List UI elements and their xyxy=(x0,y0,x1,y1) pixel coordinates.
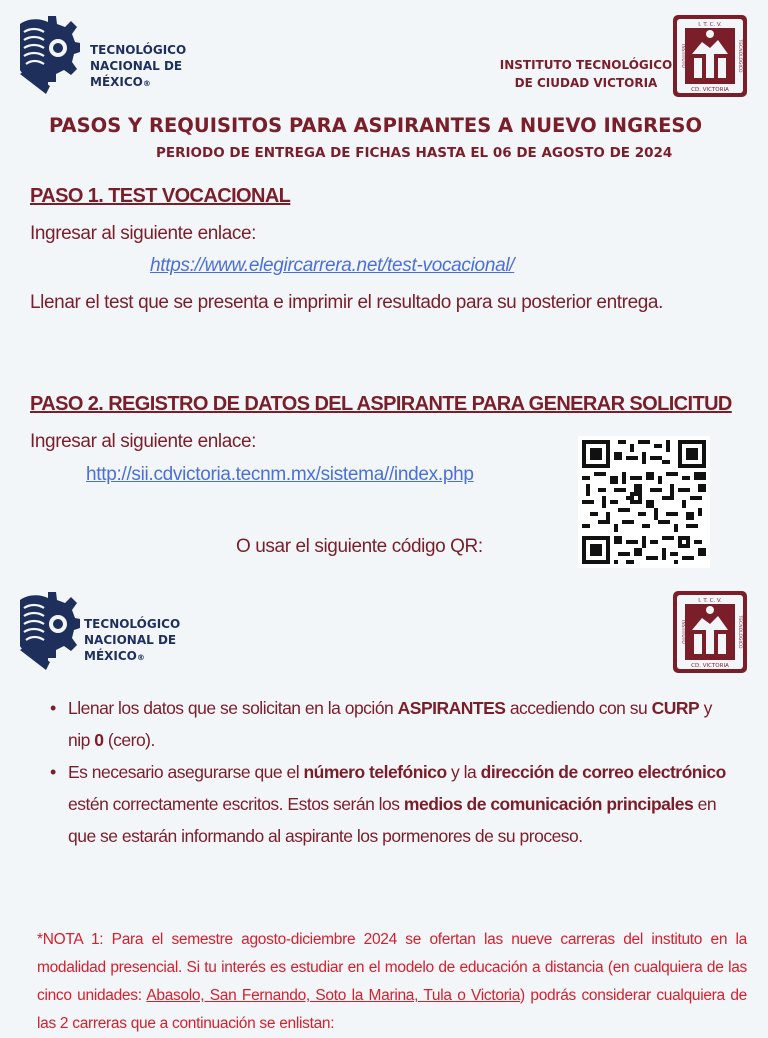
note-1 xyxy=(37,926,747,1038)
qr-code-icon xyxy=(578,436,710,568)
tecnm-registered: ® xyxy=(142,79,151,88)
note-text: *NOTA 1: Para el semestre agosto-diciembre 2024 se ofertan las nueve carreras del instituto en la modalidad presencial. Si tu interés es estudiar en el modelo de educación a distancia (en cualquiera de las cinco unidades: xyxy=(37,931,747,1004)
itcv-line2: DE CIUDAD VICTORIA xyxy=(514,76,658,90)
tecnm-gear-emblem-icon xyxy=(16,14,80,100)
step2-link[interactable]: http://sii.cdvictoria.tecnm.mx/sistema//index.php xyxy=(86,464,474,485)
step1-heading: PASO 1. TEST VOCACIONAL xyxy=(30,185,291,207)
text: estén correctamente escritos. Estos serán los xyxy=(68,794,404,814)
text: Llenar los datos que se solicitan en la opción xyxy=(68,698,398,718)
requirements-list xyxy=(50,692,738,852)
step2-heading: PASO 2. REGISTRO DE DATOS DEL ASPIRANTE PARA GENERAR SOLICITUD xyxy=(30,393,732,415)
itcv-seal-2 xyxy=(672,590,748,674)
tecnm-logo xyxy=(16,14,226,102)
text: en que se estarán informando al aspirante los pormenores de su proceso. xyxy=(68,794,717,846)
qr-code[interactable] xyxy=(578,436,710,568)
seal-top-text: I. T. C. V. xyxy=(698,22,722,28)
text: y la xyxy=(446,762,481,782)
bold-text: número telefónico xyxy=(303,762,447,782)
seal-right-text: TECNOLÓGICO xyxy=(737,39,742,73)
tecnm-line2: NACIONAL DE MÉXICO xyxy=(90,59,183,89)
tecnm-logo-2 xyxy=(16,590,226,678)
bold-text: CURP xyxy=(651,698,700,718)
itcv-seal-icon xyxy=(672,14,748,98)
tecnm-line1: TECNOLÓGICO xyxy=(90,43,187,57)
seal-top-text-2: I. T. C. V. xyxy=(698,598,722,604)
step1-intro: Ingresar al siguiente enlace: xyxy=(30,223,257,244)
seal-bottom-text: CD. VICTORIA xyxy=(691,87,729,93)
text: y nip xyxy=(68,698,712,750)
bold-text: ASPIRANTES xyxy=(397,698,506,718)
page-title: PASOS Y REQUISITOS PARA ASPIRANTES A NUEVO INGRESO xyxy=(49,114,703,137)
tecnm-line1-2: TECNOLÓGICO xyxy=(84,617,181,631)
list-item xyxy=(50,756,738,852)
seal-right-text-2: TECNOLÓGICO xyxy=(737,615,742,649)
step2-intro: Ingresar al siguiente enlace: xyxy=(30,431,257,452)
list-item xyxy=(50,692,738,756)
page-subtitle: PERIODO DE ENTREGA DE FICHAS HASTA EL 06 DE AGOSTO DE 2024 xyxy=(156,145,673,161)
note-units: Abasolo, San Fernando, Soto la Marina, Tula o Victoria xyxy=(146,987,521,1004)
itcv-line1: INSTITUTO TECNOLÓGICO xyxy=(499,58,673,72)
itcv-seal-icon xyxy=(672,590,748,674)
bold-text: dirección de correo electrónico xyxy=(480,762,726,782)
bold-text: medios de comunicación principales xyxy=(403,794,694,814)
itcv-name xyxy=(498,56,674,92)
qr-instruction: O usar el siguiente código QR: xyxy=(236,536,483,557)
tecnm-line2-2: NACIONAL DE MÉXICO xyxy=(84,633,177,663)
text: (cero). xyxy=(103,730,155,750)
bold-text: 0 xyxy=(94,730,104,750)
step1-link[interactable]: https://www.elegircarrera.net/test-vocacional/ xyxy=(150,255,515,276)
itcv-seal xyxy=(672,14,748,98)
text: accediendo con su xyxy=(505,698,652,718)
tecnm-registered-2: ® xyxy=(136,653,145,662)
text: Es necesario asegurarse que el xyxy=(68,762,304,782)
step1-text: Llenar el test que se presenta e imprimir el resultado para su posterior entrega. xyxy=(30,292,663,313)
seal-left-text: INSTITUTO xyxy=(680,44,685,68)
tecnm-gear-emblem-icon xyxy=(16,590,80,676)
seal-left-text-2: INSTITUTO xyxy=(680,620,685,644)
note-text: ) podrás considerar cualquiera de las 2 carreras que a continuación se enlistan: xyxy=(37,987,747,1032)
seal-bottom-text-2: CD. VICTORIA xyxy=(691,663,729,669)
